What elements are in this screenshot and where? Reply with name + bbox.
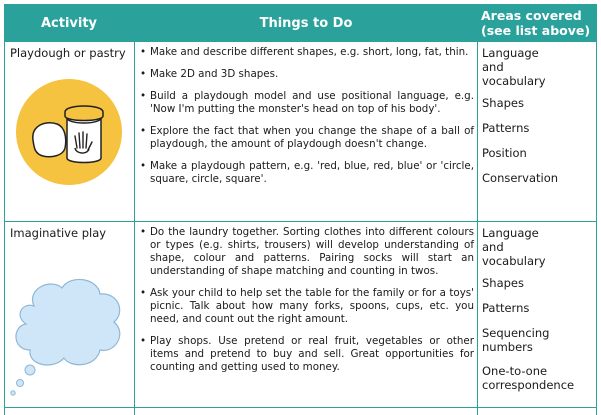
area-item: Patterns	[482, 121, 530, 135]
list-item: • Build a playdough model and use positional language, e.g. 'Now I'm putting the monster's head on top of his body'.	[140, 90, 474, 116]
list-item: • Do the laundry together. Sorting clothes into different colours or types (e.g. shirts, trousers) will develop understanding of shape, colour and patterns. Pairing socks will start an understanding of shape matching and counting in twos.	[140, 226, 474, 278]
area-item: One-to-one correspondence	[482, 364, 575, 392]
column-divider	[134, 42, 135, 415]
list-item: • Make a playdough pattern, e.g. 'red, blue, red, blue' or 'circle, square, circle, square'.	[140, 160, 474, 186]
header-areas-line2: (see list above)	[481, 23, 591, 38]
area-item: Shapes	[482, 276, 525, 290]
row-areas-list	[482, 226, 597, 392]
header-areas-covered	[478, 4, 597, 42]
header-areas-line1: Areas covered	[481, 8, 582, 23]
thought-cloud-icon	[4, 266, 134, 410]
area-item: Patterns	[482, 301, 530, 315]
area-item: Language and vocabulary	[482, 226, 546, 268]
area-item: Shapes	[482, 96, 525, 110]
row-things-list	[140, 46, 474, 195]
area-item: Position	[482, 146, 527, 160]
list-item: • Ask your child to help set the table for the family or for a toys' picnic. Talk about how many forks, spoons, cups, etc. you need, and count out the right amount.	[140, 287, 474, 326]
area-item: Conservation	[482, 171, 559, 185]
row-activity-title: Imaginative play	[10, 226, 107, 240]
row-divider	[4, 221, 597, 222]
area-item: Language and vocabulary	[482, 46, 546, 88]
activities-table	[4, 4, 597, 415]
list-item: • Explore the fact that when you change the shape of a ball of playdough, the amount of playdough doesn't change.	[140, 125, 474, 151]
playdough-pot-icon	[15, 78, 123, 190]
row-activity-title: Playdough or pastry	[10, 46, 126, 60]
area-item: Sequencing numbers	[482, 326, 550, 354]
header-things-to-do: Things to Do	[259, 15, 353, 31]
table-header	[4, 4, 597, 42]
column-divider	[477, 42, 478, 415]
list-item: • Make 2D and 3D shapes.	[140, 68, 474, 81]
row-things-list	[140, 226, 474, 383]
list-item: • Make and describe different shapes, e.g. short, long, fat, thin.	[140, 46, 474, 59]
row-areas-list	[482, 46, 597, 185]
list-item: • Play shops. Use pretend or real fruit, vegetables or other items and pretend to buy and sell. Great opportunities for counting and getting used to money.	[140, 335, 474, 374]
header-activity: Activity	[40, 15, 98, 31]
